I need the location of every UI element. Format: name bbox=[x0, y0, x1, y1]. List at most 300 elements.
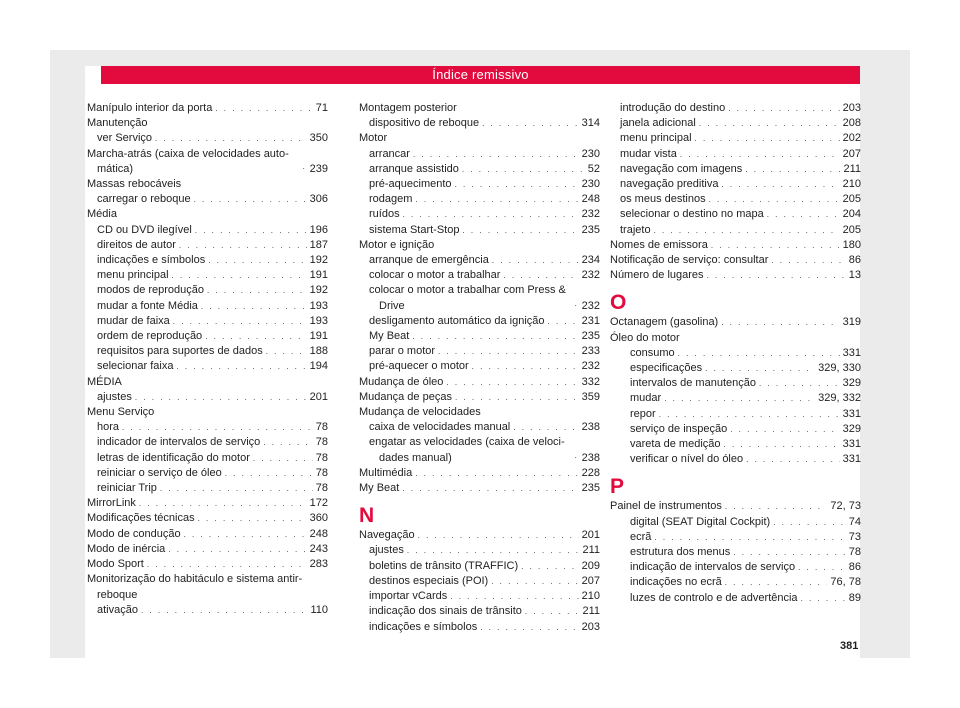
page-reference: 193 bbox=[309, 314, 328, 327]
dot-leader bbox=[253, 451, 313, 466]
page-reference: 234 bbox=[581, 254, 600, 267]
index-subentry bbox=[620, 131, 861, 146]
page-reference: 331 bbox=[842, 438, 861, 451]
index-subentry bbox=[359, 604, 600, 619]
index-entry bbox=[610, 315, 861, 330]
dot-leader bbox=[201, 299, 307, 314]
page-reference: 232 bbox=[581, 360, 600, 373]
page-reference: 329, 330 bbox=[818, 362, 861, 375]
index-term: Modo de inércia bbox=[87, 542, 166, 555]
dot-leader bbox=[733, 545, 845, 560]
index-subentry bbox=[620, 346, 861, 361]
index-entry bbox=[87, 572, 328, 602]
index-term: selecionar faixa bbox=[97, 360, 174, 373]
index-term: janela adicional bbox=[620, 117, 696, 130]
index-subentry bbox=[620, 162, 861, 177]
index-subentry bbox=[87, 192, 328, 207]
index-term: sistema Start-Stop bbox=[369, 223, 460, 236]
dot-leader bbox=[141, 603, 307, 618]
dot-leader bbox=[745, 162, 840, 177]
index-term: mudar vista bbox=[620, 147, 677, 160]
index-subentry bbox=[620, 422, 861, 437]
index-term: ecrã bbox=[630, 530, 652, 543]
page-reference: 78 bbox=[848, 546, 861, 559]
page-reference: 329 bbox=[842, 422, 861, 435]
index-subentry bbox=[87, 283, 328, 298]
dot-leader bbox=[462, 223, 578, 238]
index-entry bbox=[359, 131, 600, 146]
page-reference: 73 bbox=[848, 530, 861, 543]
index-entry bbox=[610, 499, 861, 514]
index-subentry bbox=[359, 116, 600, 131]
index-subentry bbox=[359, 207, 600, 222]
page-reference: 235 bbox=[581, 482, 600, 495]
index-subentry bbox=[359, 420, 600, 435]
index-term: Octanagem (gasolina) bbox=[610, 316, 719, 329]
page-reference: 196 bbox=[309, 223, 328, 236]
page-reference: 231 bbox=[581, 314, 600, 327]
dot-leader bbox=[654, 223, 840, 238]
index-term: Marcha-atrás (caixa de velocidades auto-mática) bbox=[87, 147, 289, 175]
dot-leader bbox=[407, 543, 580, 558]
index-term: requisitos para suportes de dados bbox=[97, 345, 263, 358]
page-reference: 201 bbox=[581, 529, 600, 542]
index-term: My Beat bbox=[359, 482, 400, 495]
index-term: introdução do destino bbox=[620, 102, 726, 114]
dot-leader bbox=[724, 437, 840, 452]
page-reference: 78 bbox=[315, 451, 328, 464]
index-term: Multimédia bbox=[359, 466, 413, 479]
page-reference: 204 bbox=[842, 208, 861, 221]
index-entry bbox=[87, 542, 328, 557]
page-reference: 208 bbox=[842, 117, 861, 130]
index-term: parar o motor bbox=[369, 345, 436, 358]
page-reference: 239 bbox=[309, 162, 328, 175]
page-reference: 194 bbox=[309, 360, 328, 373]
index-subentry bbox=[620, 192, 861, 207]
index-subentry bbox=[359, 177, 600, 192]
index-term: ajustes bbox=[369, 544, 404, 557]
index-entry bbox=[87, 527, 328, 542]
dot-leader bbox=[759, 376, 840, 391]
page-reference: 331 bbox=[842, 453, 861, 466]
page-reference: 232 bbox=[581, 299, 600, 312]
index-entry bbox=[359, 101, 600, 116]
index-subentry bbox=[87, 223, 328, 238]
dot-leader bbox=[709, 192, 840, 207]
index-subentry bbox=[87, 420, 328, 435]
dot-leader bbox=[654, 530, 845, 545]
dot-leader bbox=[721, 177, 839, 192]
index-term: Modificações técnicas bbox=[87, 512, 195, 525]
index-term: arrancar bbox=[369, 147, 410, 160]
index-term: Nomes de emissora bbox=[610, 238, 708, 251]
index-subentry bbox=[87, 435, 328, 450]
page-reference: 306 bbox=[309, 193, 328, 206]
index-column-3 bbox=[610, 101, 861, 606]
page-reference: 331 bbox=[842, 346, 861, 359]
index-term: Massas rebocáveis bbox=[87, 178, 182, 191]
index-subentry bbox=[359, 589, 600, 604]
page-reference: 86 bbox=[848, 561, 861, 574]
dot-leader bbox=[179, 238, 307, 253]
index-term: Média bbox=[87, 208, 117, 221]
dot-leader bbox=[491, 574, 578, 589]
page-reference: 86 bbox=[848, 254, 861, 267]
page-reference: 209 bbox=[581, 559, 600, 572]
page-reference: 319 bbox=[842, 316, 861, 329]
page-reference: 52 bbox=[587, 162, 600, 175]
dot-leader bbox=[402, 481, 578, 496]
index-term: Mudança de peças bbox=[359, 390, 452, 403]
index-subentry bbox=[87, 314, 328, 329]
index-term: indicação dos sinais de trânsito bbox=[369, 605, 522, 618]
index-entry bbox=[87, 101, 328, 116]
dot-leader bbox=[728, 101, 839, 116]
page-reference: 350 bbox=[309, 132, 328, 145]
index-subentry bbox=[620, 177, 861, 192]
index-subentry bbox=[359, 253, 600, 268]
index-term: mudar a fonte Média bbox=[97, 299, 198, 312]
index-entry bbox=[87, 116, 328, 131]
index-term: especificações bbox=[630, 362, 703, 375]
index-subentry bbox=[620, 530, 861, 545]
index-subentry bbox=[359, 559, 600, 574]
dot-leader bbox=[455, 390, 579, 405]
page-reference: 360 bbox=[309, 512, 328, 525]
index-term: boletins de trânsito (TRAFFIC) bbox=[369, 559, 519, 572]
page-reference: 205 bbox=[842, 223, 861, 236]
dot-leader bbox=[482, 116, 579, 131]
index-term: Número de lugares bbox=[610, 269, 704, 282]
page-reference: 172 bbox=[309, 497, 328, 510]
index-entry bbox=[87, 177, 328, 192]
index-term: colocar o motor a trabalhar bbox=[369, 269, 501, 282]
index-entry bbox=[87, 405, 328, 420]
index-subentry bbox=[359, 435, 600, 465]
dot-leader bbox=[135, 390, 307, 405]
dot-leader bbox=[680, 147, 840, 162]
index-subentry bbox=[620, 376, 861, 391]
index-section-letter: N bbox=[359, 504, 375, 528]
page-reference: 78 bbox=[315, 482, 328, 495]
page-reference: 110 bbox=[310, 603, 328, 616]
page-reference: 203 bbox=[842, 102, 861, 114]
page-reference: 192 bbox=[309, 284, 328, 297]
index-subentry bbox=[620, 223, 861, 238]
index-subentry bbox=[359, 223, 600, 238]
index-subentry bbox=[359, 329, 600, 344]
dot-leader bbox=[160, 481, 313, 496]
dot-leader bbox=[194, 192, 307, 207]
index-term: pré-aquecer o motor bbox=[369, 360, 469, 373]
index-section-letter: O bbox=[610, 291, 627, 315]
index-term: ajustes bbox=[97, 390, 132, 403]
index-term: CD ou DVD ilegível bbox=[97, 223, 192, 236]
index-term: os meus destinos bbox=[620, 193, 706, 206]
index-term: ruídos bbox=[369, 208, 400, 221]
dot-leader bbox=[139, 496, 307, 511]
page-reference: 188 bbox=[309, 345, 328, 358]
page-reference: 187 bbox=[309, 238, 328, 251]
dot-leader bbox=[767, 207, 840, 222]
index-term: desligamento automático da ignição bbox=[369, 314, 545, 327]
index-section-letter: P bbox=[610, 475, 625, 499]
page-reference: 211 bbox=[582, 605, 600, 618]
index-subentry bbox=[87, 131, 328, 146]
index-subentry bbox=[87, 344, 328, 359]
page-reference: 211 bbox=[843, 162, 861, 175]
dot-leader bbox=[678, 346, 840, 361]
page-reference: 228 bbox=[581, 466, 600, 479]
index-term: carregar o reboque bbox=[97, 193, 191, 206]
index-subentry bbox=[620, 452, 861, 467]
dot-leader bbox=[575, 448, 579, 463]
index-term: repor bbox=[630, 407, 656, 420]
page-reference: 235 bbox=[581, 330, 600, 343]
index-term: arranque de emergência bbox=[369, 254, 489, 267]
index-term: indicações no ecrã bbox=[630, 576, 722, 589]
dot-leader bbox=[415, 192, 578, 207]
page-reference: 329, 332 bbox=[818, 392, 861, 405]
index-subentry bbox=[87, 390, 328, 405]
page-reference: 72, 73 bbox=[830, 500, 861, 513]
dot-leader bbox=[195, 223, 307, 238]
dot-leader bbox=[415, 466, 578, 481]
index-term: ordem de reprodução bbox=[97, 330, 203, 343]
index-term: serviço de inspeção bbox=[630, 422, 728, 435]
index-term: indicação de intervalos de serviço bbox=[630, 561, 796, 574]
dot-leader bbox=[176, 359, 306, 374]
index-term: Motor e ignição bbox=[359, 238, 435, 251]
index-term: trajeto bbox=[620, 223, 651, 236]
dot-leader bbox=[208, 253, 306, 268]
index-subentry bbox=[620, 437, 861, 452]
index-term: Menu Serviço bbox=[87, 406, 155, 419]
index-term: MirrorLink bbox=[87, 497, 136, 510]
dot-leader bbox=[418, 528, 579, 543]
index-subentry bbox=[620, 207, 861, 222]
dot-leader bbox=[403, 207, 579, 222]
index-subentry bbox=[620, 560, 861, 575]
index-term: Manípulo interior da porta bbox=[87, 102, 213, 114]
index-term: modos de reprodução bbox=[97, 284, 205, 297]
index-term: pré-aquecimento bbox=[369, 178, 452, 191]
dot-leader bbox=[705, 361, 815, 376]
dot-leader bbox=[521, 559, 578, 574]
page-reference: 230 bbox=[581, 178, 600, 191]
page-reference: 238 bbox=[581, 421, 600, 434]
index-entry bbox=[610, 253, 861, 268]
dot-leader bbox=[480, 620, 578, 635]
page-reference: 331 bbox=[842, 407, 861, 420]
index-subentry bbox=[620, 116, 861, 131]
page-reference: 207 bbox=[842, 147, 861, 160]
dot-leader bbox=[513, 420, 578, 435]
page-reference: 89 bbox=[848, 591, 861, 604]
dot-leader bbox=[455, 177, 579, 192]
dot-leader bbox=[472, 359, 579, 374]
index-subentry bbox=[87, 466, 328, 481]
index-subentry bbox=[620, 147, 861, 162]
dot-leader bbox=[198, 511, 307, 526]
page-reference: 74 bbox=[848, 515, 861, 528]
index-term: menu principal bbox=[97, 269, 169, 282]
index-subentry bbox=[87, 238, 328, 253]
dot-leader bbox=[725, 499, 828, 514]
index-subentry bbox=[359, 162, 600, 177]
dot-leader bbox=[155, 131, 307, 146]
page-reference: 191 bbox=[309, 269, 328, 282]
dot-leader bbox=[173, 314, 307, 329]
dot-leader bbox=[699, 116, 840, 131]
dot-leader bbox=[711, 238, 840, 253]
dot-leader bbox=[266, 344, 307, 359]
index-term: navegação preditiva bbox=[620, 178, 719, 191]
page-reference: 191 bbox=[309, 330, 328, 343]
index-term: menu principal bbox=[620, 132, 692, 145]
index-term: mudar de faixa bbox=[97, 314, 170, 327]
page-reference: 205 bbox=[842, 193, 861, 206]
dot-leader bbox=[746, 452, 840, 467]
dot-leader bbox=[168, 542, 306, 557]
index-term: hora bbox=[97, 421, 120, 434]
index-column-1 bbox=[87, 101, 328, 618]
index-term: Óleo do motor bbox=[610, 331, 680, 344]
index-term: intervalos de manutenção bbox=[630, 377, 756, 390]
index-subentry bbox=[620, 101, 861, 116]
dot-leader bbox=[801, 591, 846, 606]
page-reference: 210 bbox=[842, 178, 861, 191]
index-term: MÉDIA bbox=[87, 375, 122, 388]
index-term: rodagem bbox=[369, 193, 413, 206]
page-reference: 71 bbox=[315, 102, 328, 114]
index-subentry bbox=[359, 192, 600, 207]
page-reference: 76, 78 bbox=[830, 576, 861, 589]
index-entry bbox=[359, 528, 600, 543]
page-reference: 230 bbox=[581, 147, 600, 160]
dot-leader bbox=[659, 407, 840, 422]
index-term: navegação com imagens bbox=[620, 162, 743, 175]
index-subentry bbox=[359, 344, 600, 359]
index-subentry bbox=[87, 268, 328, 283]
index-subentry bbox=[359, 147, 600, 162]
index-term: consumo bbox=[630, 346, 675, 359]
dot-leader bbox=[413, 147, 579, 162]
index-term: Montagem posterior bbox=[359, 102, 457, 114]
page-reference: 193 bbox=[309, 299, 328, 312]
page-number: 381 bbox=[840, 640, 859, 652]
index-subentry bbox=[359, 314, 600, 329]
page-reference: 210 bbox=[581, 590, 600, 603]
page-reference: 243 bbox=[309, 542, 328, 555]
index-entry bbox=[359, 481, 600, 496]
dot-leader bbox=[492, 253, 579, 268]
section-header: Índice remissivo bbox=[101, 66, 860, 84]
index-term: Monitorização do habitáculo e sistema antir-reboque bbox=[87, 573, 303, 601]
dot-leader bbox=[548, 314, 579, 329]
page-reference: 359 bbox=[581, 390, 600, 403]
index-subentry bbox=[359, 359, 600, 374]
dot-leader bbox=[263, 435, 312, 450]
dot-leader bbox=[503, 268, 578, 283]
index-subentry bbox=[87, 481, 328, 496]
dot-leader bbox=[707, 268, 846, 283]
page-reference: 314 bbox=[581, 117, 600, 130]
dot-leader bbox=[172, 268, 307, 283]
page-reference: 207 bbox=[581, 574, 600, 587]
index-term: Navegação bbox=[359, 529, 415, 542]
index-column-2 bbox=[359, 101, 600, 635]
index-term: My Beat bbox=[369, 330, 410, 343]
index-term: arranque assistido bbox=[369, 162, 459, 175]
dot-leader bbox=[721, 315, 839, 330]
dot-leader bbox=[446, 375, 578, 390]
page-reference: 192 bbox=[309, 254, 328, 267]
index-term: importar vCards bbox=[369, 590, 448, 603]
index-entry bbox=[87, 207, 328, 222]
index-term: engatar as velocidades (caixa de veloci-dades manual) bbox=[369, 436, 565, 464]
index-term: selecionar o destino no mapa bbox=[620, 208, 764, 221]
dot-leader bbox=[730, 422, 839, 437]
dot-leader bbox=[207, 283, 307, 298]
index-subentry bbox=[620, 545, 861, 560]
dot-leader bbox=[412, 329, 578, 344]
dot-leader bbox=[215, 101, 312, 116]
index-subentry bbox=[87, 253, 328, 268]
index-term: ver Serviço bbox=[97, 132, 153, 145]
index-entry bbox=[87, 375, 328, 390]
index-term: Modo Sport bbox=[87, 558, 144, 571]
dot-leader bbox=[205, 329, 306, 344]
index-term: Mudança de óleo bbox=[359, 375, 444, 388]
page-reference: 13 bbox=[848, 269, 861, 282]
page-reference: 332 bbox=[581, 375, 600, 388]
page-reference: 248 bbox=[581, 193, 600, 206]
index-subentry bbox=[87, 451, 328, 466]
page-reference: 203 bbox=[581, 620, 600, 633]
index-term: letras de identificação do motor bbox=[97, 451, 250, 464]
page-reference: 78 bbox=[315, 436, 328, 449]
index-term: vareta de medição bbox=[630, 438, 721, 451]
index-term: destinos especiais (POI) bbox=[369, 574, 489, 587]
index-subentry bbox=[359, 574, 600, 589]
page-reference: 202 bbox=[842, 132, 861, 145]
index-entry bbox=[359, 390, 600, 405]
page-reference: 329 bbox=[842, 377, 861, 390]
dot-leader bbox=[462, 162, 585, 177]
index-entry bbox=[359, 466, 600, 481]
page-reference: 232 bbox=[581, 269, 600, 282]
dot-leader bbox=[438, 344, 579, 359]
page-reference: 235 bbox=[581, 223, 600, 236]
index-term: reiniciar o serviço de óleo bbox=[97, 466, 222, 479]
index-subentry bbox=[87, 329, 328, 344]
dot-leader bbox=[773, 515, 846, 530]
index-subentry bbox=[620, 361, 861, 376]
index-subentry bbox=[359, 620, 600, 635]
index-subentry bbox=[620, 391, 861, 406]
index-subentry bbox=[87, 603, 328, 618]
index-term: colocar o motor a trabalhar com Press & Drive bbox=[369, 284, 566, 312]
index-entry bbox=[610, 238, 861, 253]
dot-leader bbox=[798, 560, 846, 575]
dot-leader bbox=[122, 420, 313, 435]
index-term: Manutenção bbox=[87, 117, 148, 130]
dot-leader bbox=[303, 159, 307, 174]
dot-leader bbox=[725, 575, 828, 590]
index-entry bbox=[87, 511, 328, 526]
